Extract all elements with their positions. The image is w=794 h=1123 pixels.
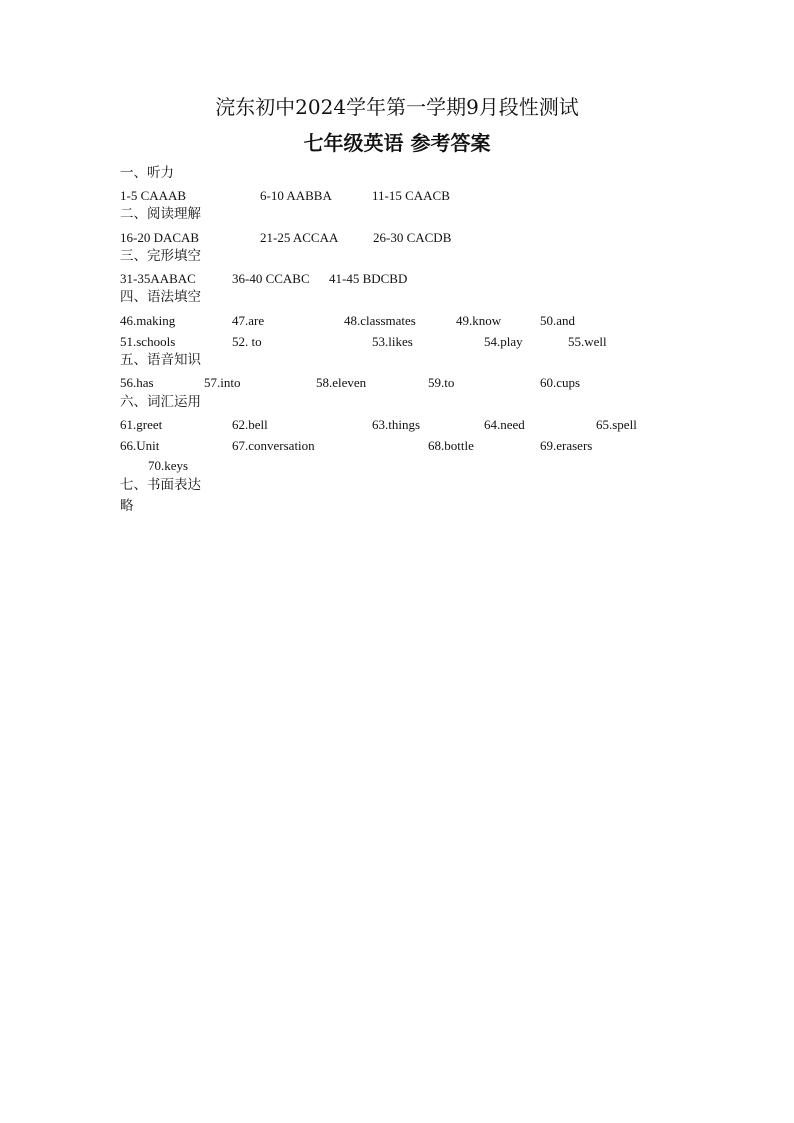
answer-item: 52. to — [232, 334, 262, 349]
answer-item: 49.know — [456, 313, 502, 328]
answer-item: 54.play — [484, 334, 523, 349]
answer-item: 60.cups — [540, 375, 581, 390]
answer-item: 68.bottle — [428, 438, 474, 453]
answer-item: 56.has — [120, 375, 154, 390]
answer-item: 53.likes — [372, 334, 413, 349]
answer-item: 57.into — [204, 375, 241, 390]
answer-group: 11-15 CAACB — [372, 188, 450, 203]
answer-item: 55.well — [568, 334, 607, 349]
answer-group: 1-5 CAAAB — [120, 188, 187, 203]
answer-group: 6-10 AABBA — [260, 188, 332, 203]
answer-group: 26-30 CACDB — [373, 230, 452, 245]
section-heading-listening: 一、听力 — [120, 165, 174, 181]
document-subtitle: 七年级英语 参考答案 — [303, 131, 491, 155]
answer-item: 64.need — [484, 417, 525, 432]
answer-item: 58.eleven — [316, 375, 367, 390]
answer-group: 36-40 CCABC — [232, 271, 310, 286]
answer-group: 16-20 DACAB — [120, 230, 200, 245]
answer-item: 67.conversation — [232, 438, 315, 453]
answer-item: 70.keys — [148, 458, 189, 473]
section-heading-grammar: 四、语法填空 — [120, 289, 201, 305]
answer-item: 略 — [120, 498, 134, 514]
answer-item: 46.making — [120, 313, 176, 328]
answer-item: 62.bell — [232, 417, 268, 432]
document-title: 浣东初中2024学年第一学期9月段性测试 — [215, 95, 579, 119]
answer-item: 59.to — [428, 375, 455, 390]
answer-group: 31-35AABAC — [120, 271, 196, 286]
section-heading-reading: 二、阅读理解 — [120, 206, 201, 222]
section-heading-cloze: 三、完形填空 — [120, 248, 201, 264]
answer-item: 66.Unit — [120, 438, 160, 453]
answer-item: 51.schools — [120, 334, 176, 349]
answer-item: 65.spell — [596, 417, 637, 432]
answer-item: 50.and — [540, 313, 576, 328]
answer-item: 69.erasers — [540, 438, 593, 453]
answer-item: 61.greet — [120, 417, 163, 432]
answer-item: 47.are — [232, 313, 265, 328]
section-heading-writing: 七、书面表达 — [120, 477, 201, 493]
answer-item: 48.classmates — [344, 313, 416, 328]
answer-group: 41-45 BDCBD — [329, 271, 408, 286]
answer-group: 21-25 ACCAA — [260, 230, 339, 245]
answer-item: 63.things — [372, 417, 421, 432]
section-heading-phonetics: 五、语音知识 — [120, 352, 201, 368]
section-heading-vocabulary: 六、词汇运用 — [120, 394, 201, 410]
